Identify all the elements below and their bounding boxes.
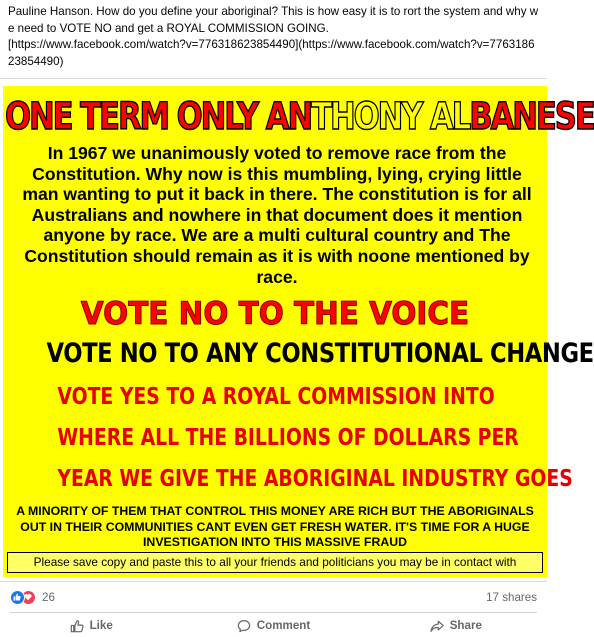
post-actions-bar bbox=[0, 614, 547, 637]
share-count[interactable]: 17 shares bbox=[486, 591, 537, 604]
meme-headline bbox=[5, 95, 594, 138]
headline-part: BANESE bbox=[469, 95, 594, 138]
reaction-count[interactable]: 26 bbox=[42, 591, 55, 604]
meme-slogan: VOTE NO TO THE VOICE bbox=[80, 296, 470, 332]
like-button[interactable] bbox=[0, 614, 182, 637]
headline-part: ONE TERM ONLY AN bbox=[5, 95, 312, 138]
meme-slogan: WHERE ALL THE BILLIONS OF DOLLARS PER bbox=[57, 423, 519, 451]
post-text bbox=[8, 4, 540, 70]
meme-fine-print: A MINORITY OF THEM THAT CONTROL THIS MONEY ARE RICH BUT THE ABORIGINALS OUT IN THEIR COMMUNITIES CANT EVEN GET FRESH WATER. IT'S TIME FOR A HUGE INVESTIGATION INTO THIS MASSIVE FRAUD bbox=[16, 504, 534, 550]
reaction-icons[interactable] bbox=[10, 590, 38, 605]
like-label: Like bbox=[89, 619, 113, 632]
comment-icon bbox=[237, 619, 251, 633]
comment-button[interactable] bbox=[182, 614, 364, 637]
post-text-line: Pauline Hanson. How do you define your aboriginal? This is how easy it is to rort the system and why we need to VOTE NO and get a ROYAL COMMISSION GOING. bbox=[8, 5, 539, 35]
headline-part: THONY AL bbox=[311, 95, 470, 138]
post-link[interactable]: [https://www.facebook.com/watch?v=776318623854490](https://www.facebook.com/watch?v=776318623854490) bbox=[8, 38, 535, 68]
reactions-bar bbox=[10, 588, 537, 608]
share-button[interactable] bbox=[365, 614, 547, 637]
like-reaction-icon bbox=[10, 590, 25, 605]
meme-slogan: VOTE YES TO A ROYAL COMMISSION INTO bbox=[57, 382, 495, 410]
meme-footer-note: Please save copy and paste this to all your friends and politicians you may be in contact with bbox=[7, 552, 543, 573]
actions-divider bbox=[10, 612, 537, 613]
meme-slogan: VOTE NO TO ANY CONSTITUTIONAL CHANGE bbox=[46, 338, 594, 369]
meme-body-text: In 1967 we unanimously voted to remove race from the Constitution. Why now is this mumbling, lying, crying little man wanting to put it back in there. The constitution is for all Australians and nowhere in that document does it mention anyone by race. We are a multi cultural country and The Constitution should remain as it is with noone mentioned by race. bbox=[22, 143, 532, 287]
share-label: Share bbox=[449, 619, 482, 632]
thumbs-up-icon bbox=[70, 619, 84, 633]
share-icon bbox=[430, 619, 444, 633]
meme-image[interactable] bbox=[3, 86, 594, 577]
post-image-frame[interactable] bbox=[0, 78, 594, 582]
meme-slogan: YEAR WE GIVE THE ABORIGINAL INDUSTRY GOES bbox=[57, 464, 573, 492]
comment-label: Comment bbox=[256, 619, 311, 632]
